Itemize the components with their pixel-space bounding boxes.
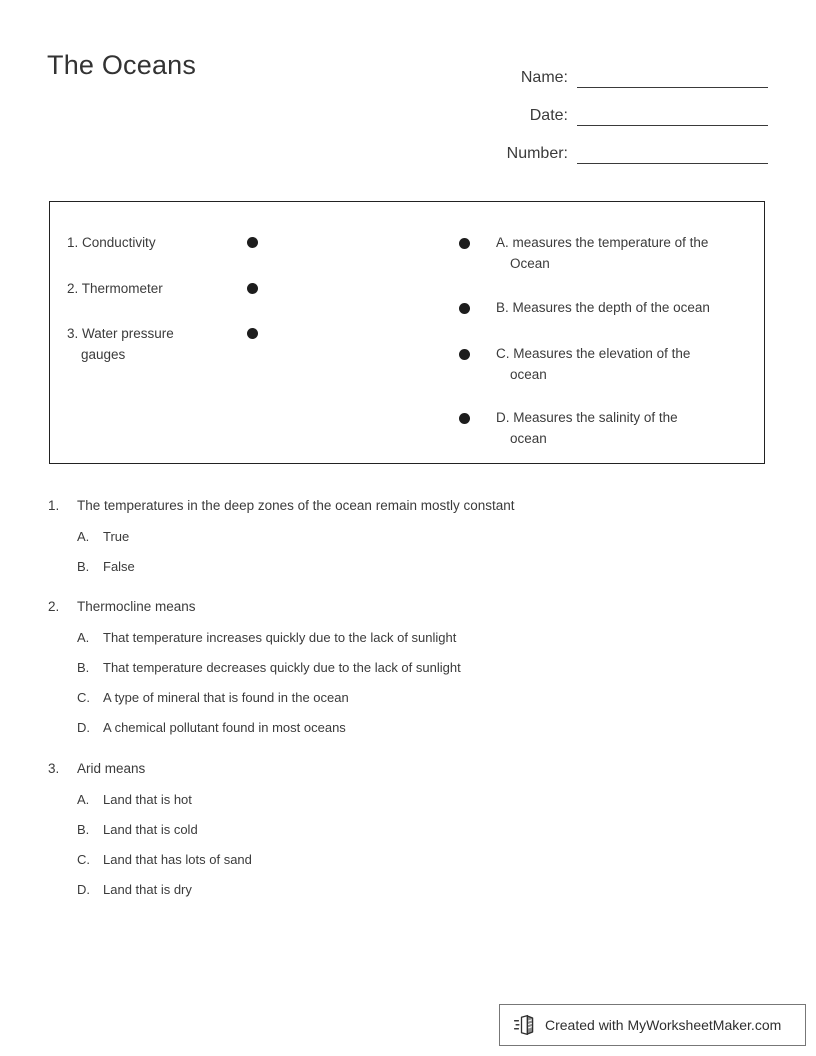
matching-left-item-2-text: 2. Thermometer <box>67 281 163 296</box>
matching-right-column <box>450 226 764 463</box>
matching-left-item-1-text: 1. Conductivity <box>67 235 156 250</box>
matching-right-item-a-text: A. measures the temperature of the Ocean <box>496 235 709 271</box>
matching-left-item-3[interactable] <box>50 323 450 365</box>
question-3-head <box>48 759 768 779</box>
worksheet-maker-logo-icon <box>513 1013 537 1037</box>
matching-left-column <box>50 226 450 463</box>
question-1-head <box>48 496 768 516</box>
question-1-option-a-letter: A. <box>77 529 90 544</box>
question-2-option-d[interactable] <box>48 718 768 738</box>
number-label: Number: <box>506 145 568 162</box>
date-input-line[interactable] <box>577 105 768 126</box>
question-3 <box>48 759 768 900</box>
field-row-name <box>473 50 768 88</box>
question-3-option-b-text: Land that is cold <box>103 822 198 837</box>
question-2-option-c-letter: C. <box>77 690 90 705</box>
matching-left-dot-2[interactable] <box>247 283 258 294</box>
question-2-options <box>48 628 768 738</box>
matching-right-item-c-text: C. Measures the elevation of the ocean <box>496 346 691 382</box>
matching-left-item-3-text: 3. Water pressure gauges <box>67 326 174 362</box>
matching-right-item-c[interactable] <box>450 343 764 385</box>
matching-left-item-1[interactable] <box>50 232 450 253</box>
question-1-prompt: The temperatures in the deep zones of the ocean remain mostly constant <box>77 498 515 513</box>
matching-right-dot-d[interactable] <box>459 413 470 424</box>
date-label: Date: <box>529 107 568 124</box>
question-3-option-c-text: Land that has lots of sand <box>103 852 252 867</box>
question-3-options <box>48 790 768 900</box>
question-3-option-d-text: Land that is dry <box>103 882 192 897</box>
question-2-option-d-text: A chemical pollutant found in most oceans <box>103 720 346 735</box>
question-1-option-a-text: True <box>103 529 130 544</box>
question-2-option-b-letter: B. <box>77 660 90 675</box>
question-3-option-c[interactable] <box>48 850 768 870</box>
number-input-line[interactable] <box>577 143 768 164</box>
created-with-text: Created with MyWorksheetMaker.com <box>545 1017 782 1033</box>
matching-right-dot-a[interactable] <box>459 238 470 249</box>
name-input-line[interactable] <box>577 67 768 88</box>
question-2 <box>48 597 768 738</box>
field-row-date <box>473 88 768 126</box>
matching-left-item-2[interactable] <box>50 278 450 299</box>
matching-right-item-a[interactable] <box>450 232 764 274</box>
question-1-option-a[interactable] <box>48 527 768 547</box>
question-3-number: 3. <box>48 761 60 776</box>
question-2-option-c[interactable] <box>48 688 768 708</box>
student-info-fields <box>473 50 768 164</box>
question-2-head <box>48 597 768 617</box>
matching-right-dot-c[interactable] <box>459 349 470 360</box>
question-1-option-b-letter: B. <box>77 559 90 574</box>
matching-left-dot-1[interactable] <box>247 237 258 248</box>
question-2-number: 2. <box>48 599 60 614</box>
question-2-option-d-letter: D. <box>77 720 90 735</box>
name-label: Name: <box>520 69 568 86</box>
matching-right-item-d-text: D. Measures the salinity of the ocean <box>496 410 678 446</box>
question-3-option-a-text: Land that is hot <box>103 792 192 807</box>
question-2-option-b-text: That temperature decreases quickly due to the lack of sunlight <box>103 660 461 675</box>
question-2-option-c-text: A type of mineral that is found in the ocean <box>103 690 349 705</box>
page-title: The Oceans <box>47 50 197 80</box>
question-2-prompt: Thermocline means <box>77 599 196 614</box>
question-1-number: 1. <box>48 498 60 513</box>
field-row-number <box>473 126 768 164</box>
question-3-prompt: Arid means <box>77 761 146 776</box>
question-1-options <box>48 527 768 577</box>
question-1-option-b-text: False <box>103 559 135 574</box>
question-2-option-a-letter: A. <box>77 630 90 645</box>
created-with-badge[interactable] <box>499 1004 806 1046</box>
matching-right-item-d[interactable] <box>450 407 764 449</box>
question-2-option-a-text: That temperature increases quickly due to the lack of sunlight <box>103 630 457 645</box>
question-1 <box>48 496 768 577</box>
matching-right-item-b-text: B. Measures the depth of the ocean <box>496 300 710 315</box>
question-2-option-a[interactable] <box>48 628 768 648</box>
question-3-option-a[interactable] <box>48 790 768 810</box>
matching-left-dot-3[interactable] <box>247 328 258 339</box>
question-1-option-b[interactable] <box>48 557 768 577</box>
matching-exercise-box <box>49 201 765 464</box>
question-3-option-b[interactable] <box>48 820 768 840</box>
matching-right-dot-b[interactable] <box>459 303 470 314</box>
matching-right-item-b[interactable] <box>450 297 764 318</box>
question-3-option-d[interactable] <box>48 880 768 900</box>
question-3-option-b-letter: B. <box>77 822 90 837</box>
question-3-option-c-letter: C. <box>77 852 90 867</box>
question-2-option-b[interactable] <box>48 658 768 678</box>
question-3-option-d-letter: D. <box>77 882 90 897</box>
questions-list <box>48 496 768 918</box>
question-3-option-a-letter: A. <box>77 792 90 807</box>
